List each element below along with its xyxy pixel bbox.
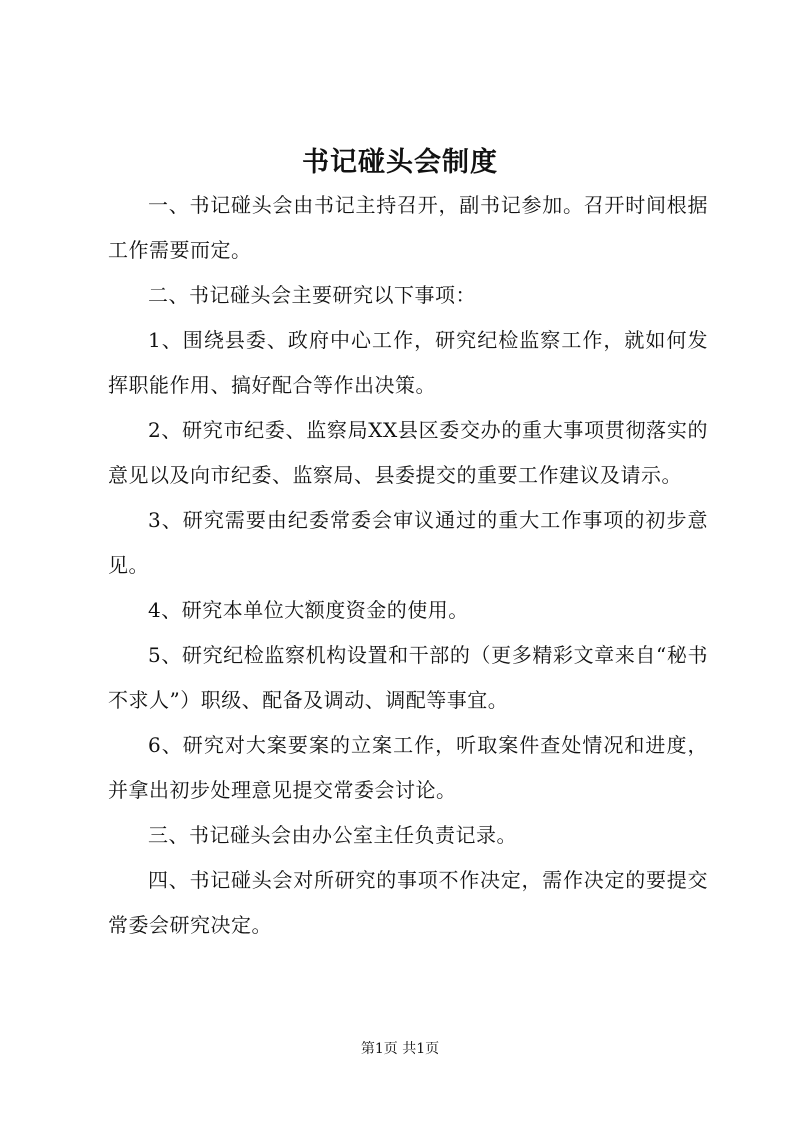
paragraph-8: 6、研究对大案要案的立案工作，听取案件查处情况和进度，并拿出初步处理意见提交常委会讨论。 [108,733,708,802]
paragraph-7: 5、研究纪检监察机构设置和干部的（更多精彩文章来自“秘书不求人”）职级、配备及调动、调配等事宜。 [108,643,708,712]
paragraph-6: 4、研究本单位大额度资金的使用。 [148,598,469,622]
document-title: 书记碰头会制度 [302,147,498,178]
document-body [108,183,708,948]
paragraph-10: 四、书记碰头会对所研究的事项不作决定，需作决定的要提交常委会研究决定。 [108,868,708,937]
paragraph-9: 三、书记碰头会由办公室主任负责记录。 [148,823,517,847]
paragraph-5: 3、研究需要由纪委常委会审议通过的重大工作事项的初步意见。 [108,508,708,577]
page-number-footer: 第1页 共1页 [360,1041,440,1057]
paragraph-4: 2、研究市纪委、监察局XX县区委交办的重大事项贯彻落实的意见以及向市纪委、监察局、县委提交的重要工作建议及请示。 [108,418,708,487]
paragraph-3: 1、围绕县委、政府中心工作，研究纪检监察工作，就如何发挥职能作用、搞好配合等作出决策。 [108,328,708,397]
paragraph-1: 一、书记碰头会由书记主持召开，副书记参加。召开时间根据工作需要而定。 [108,193,708,262]
paragraph-2: 二、书记碰头会主要研究以下事项： [148,283,476,307]
